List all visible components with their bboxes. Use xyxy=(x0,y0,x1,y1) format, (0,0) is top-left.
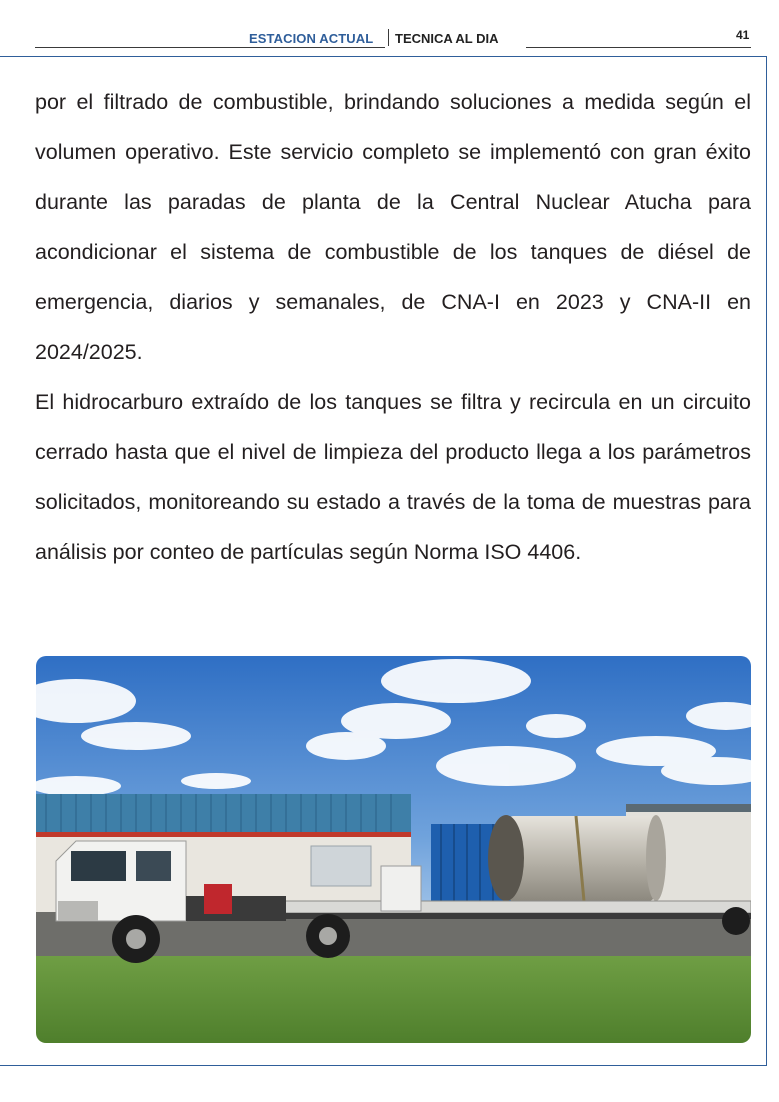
truck-photo-illustration xyxy=(36,656,751,1043)
building-roof xyxy=(36,794,411,832)
grass xyxy=(36,956,751,1043)
tank-end-far xyxy=(646,815,666,901)
red-equipment xyxy=(204,884,232,914)
header-divider xyxy=(388,29,389,46)
paragraph-2: El hidrocarburo extraído de los tanques se filtra y recircula en un circuito cerrado hasta que el nivel de limpieza del producto llega a los parámetros solicitados, monitoreando su estado a través de la toma de muestras para análisis por conteo de partículas según Norma ISO 4406. xyxy=(35,390,751,564)
trailer-bed xyxy=(276,901,751,913)
truck-windshield xyxy=(71,851,126,881)
section-label: ESTACION ACTUAL xyxy=(249,31,374,46)
article-body xyxy=(35,77,751,577)
building-stripe xyxy=(36,832,411,837)
truck-photo xyxy=(36,656,751,1043)
header-rule-left xyxy=(35,47,385,48)
truck-grille xyxy=(58,901,98,921)
paragraph-1: por el filtrado de combustible, brindando soluciones a medida según el volumen operativo. Este servicio completo se implementó con gran éxito durante las paradas de planta de la Central Nuclear Atucha para acondicionar el sistema de combustible de los tanques de diésel de emergencia, diarios y semanales, de CNA-I en 2023 y CNA-II en 2024/2025. xyxy=(35,90,751,364)
tank-end xyxy=(488,815,524,901)
truck-chassis xyxy=(186,896,286,921)
page-number: 41 xyxy=(736,28,750,42)
second-cab xyxy=(381,866,421,911)
truck-side-window xyxy=(136,851,171,881)
subsection-label: TECNICA AL DIA xyxy=(395,31,499,46)
building-window xyxy=(311,846,371,886)
header-rule-right xyxy=(526,47,751,48)
trailer-frame xyxy=(276,913,751,919)
right-building-roof xyxy=(626,804,751,812)
